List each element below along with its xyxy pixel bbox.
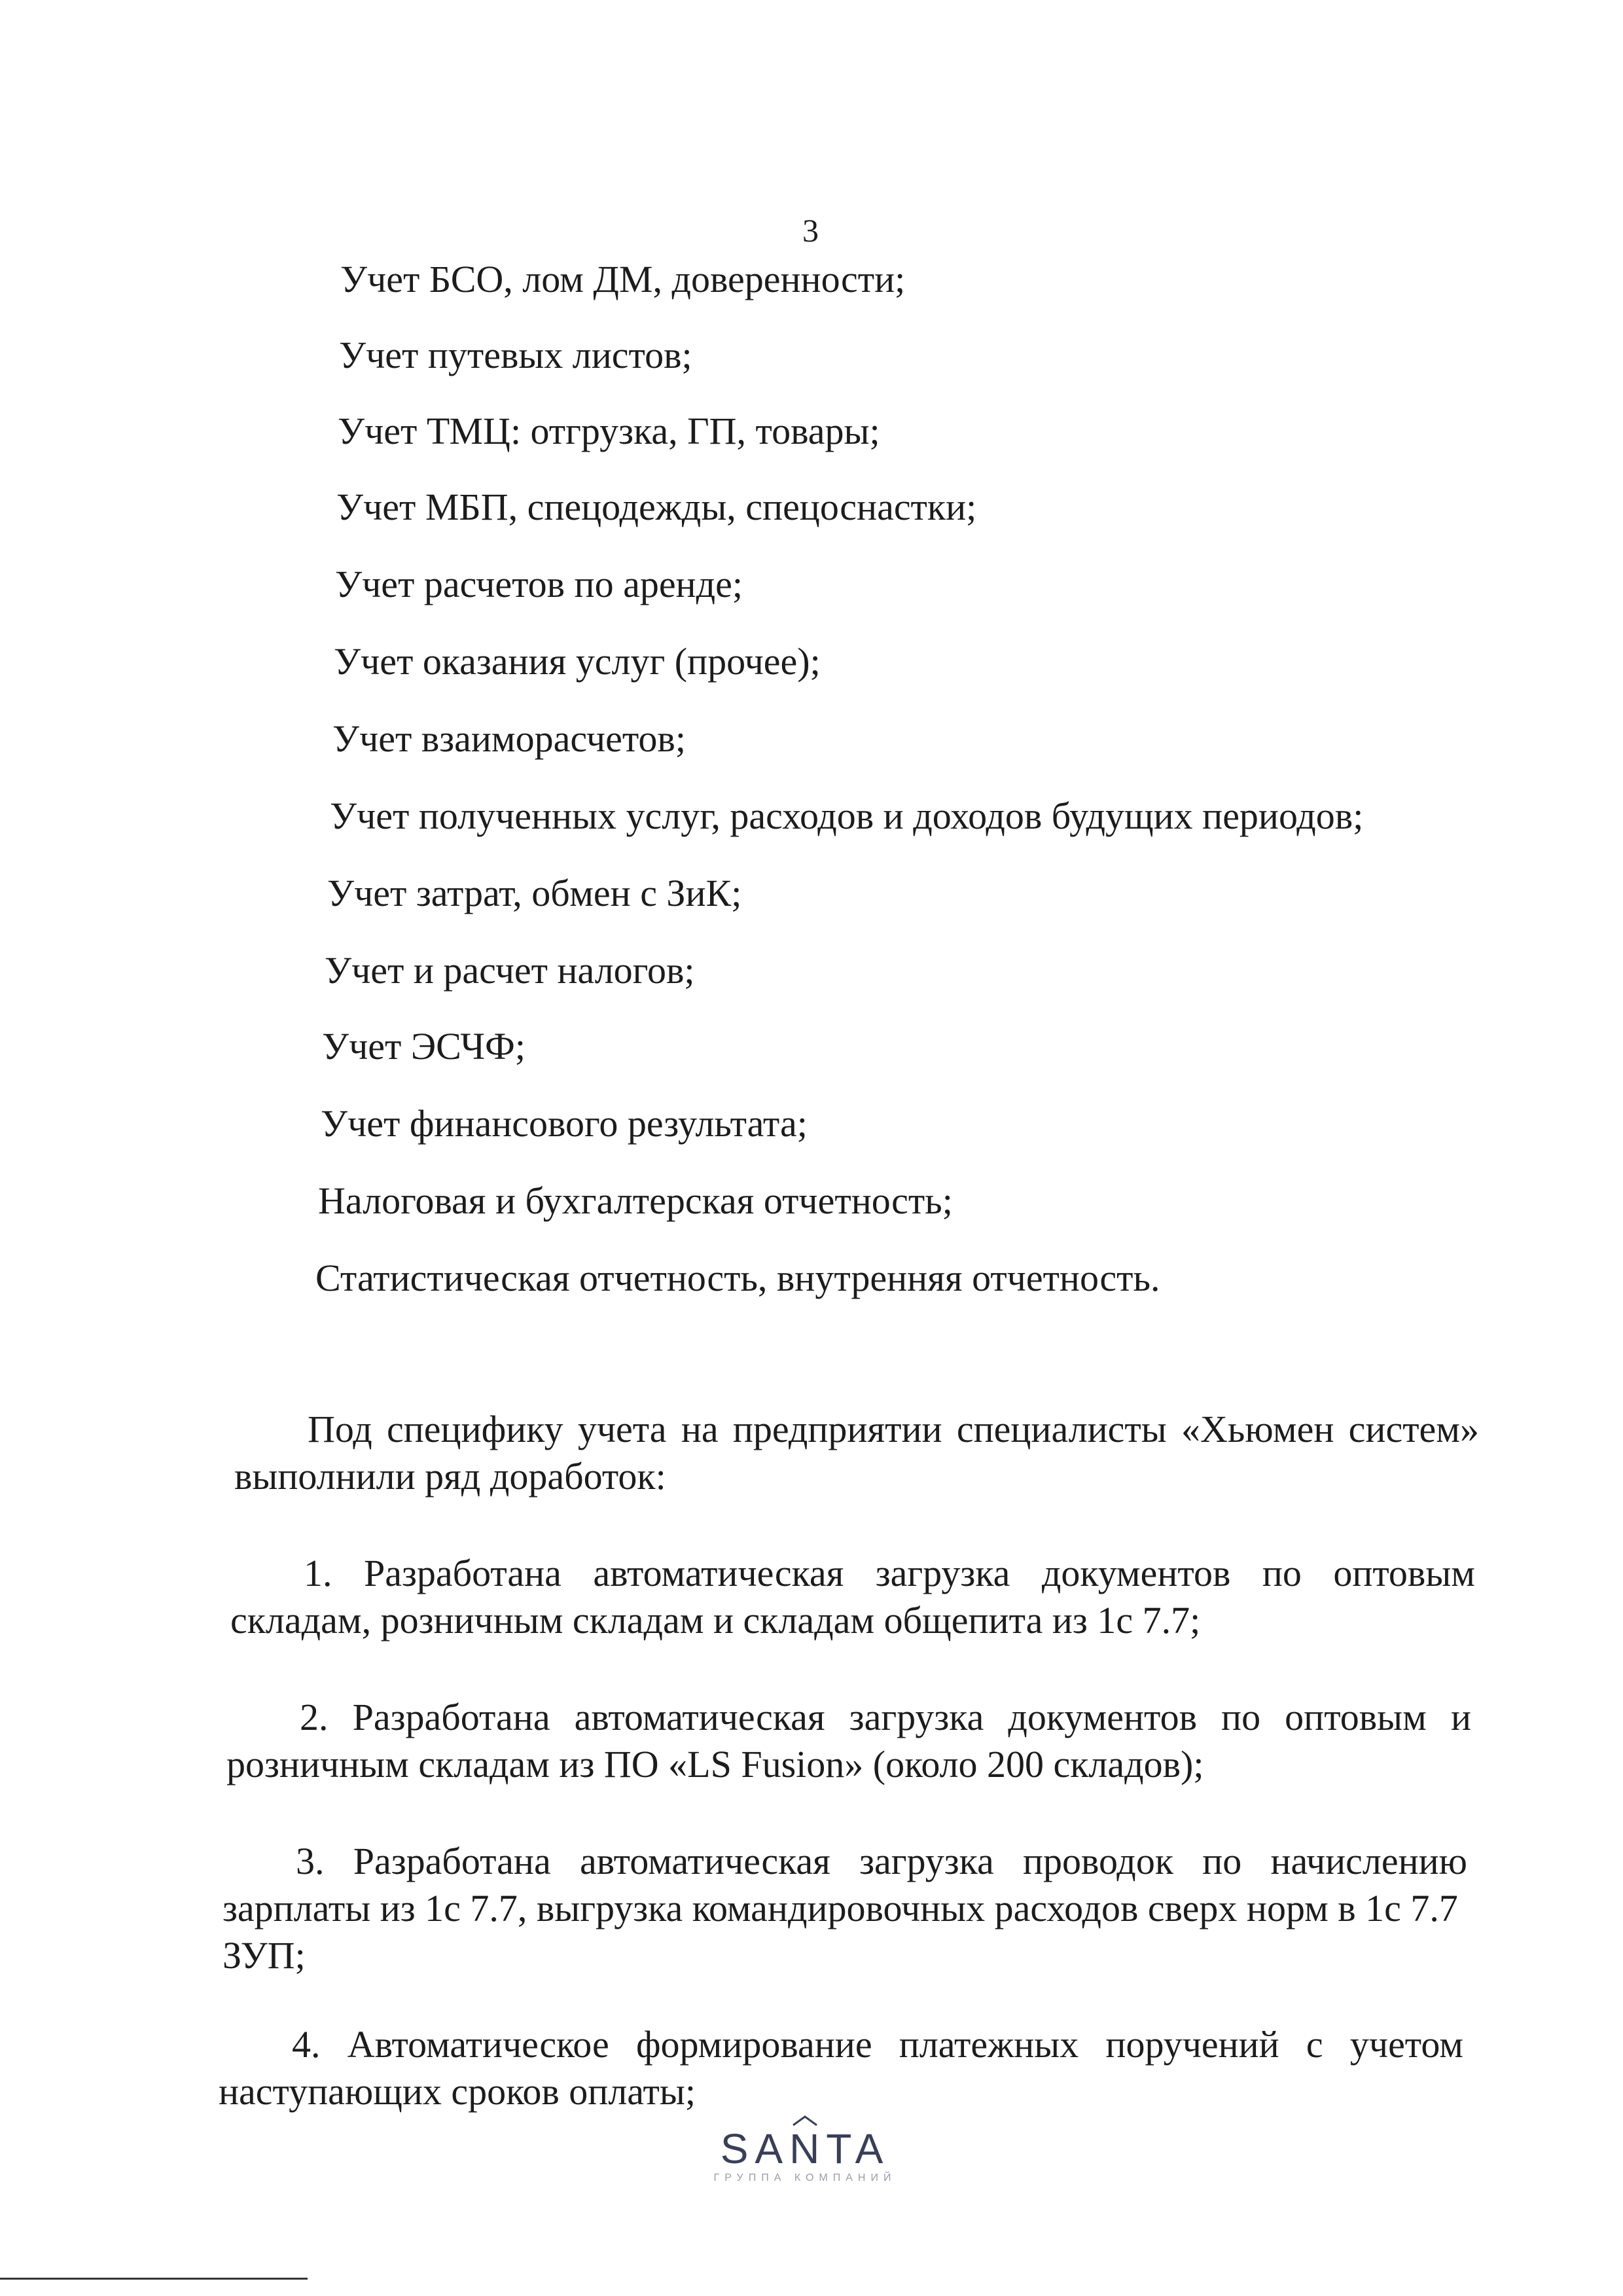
improvement-rest: зарплаты из 1с 7.7, выгрузка командировочных расходов сверх норм в 1с 7.7 ЗУП; (223, 1887, 1458, 1977)
list-item: Учет финансового результата; (321, 1102, 808, 1145)
list-item: Налоговая и бухгалтерская отчетность; (318, 1179, 953, 1222)
page-number: 3 (802, 212, 819, 249)
list-item: Учет МБП, спецодежды, спецоснастки; (336, 486, 977, 528)
improvement-item (230, 1550, 1475, 1644)
logo-subtitle: ГРУППА КОМПАНИЙ (713, 2172, 897, 2183)
list-item: Статистическая отчетность, внутренняя отчетность. (315, 1257, 1160, 1299)
improvement-item (226, 1694, 1471, 1788)
list-item: Учет оказания услуг (прочее); (334, 640, 821, 683)
list-item: Учет ТМЦ: отгрузка, ГП, товары; (338, 410, 880, 452)
improvement-item (219, 2021, 1463, 2115)
list-item: Учет ЭСЧФ; (322, 1025, 526, 1067)
company-logo (694, 2114, 916, 2185)
logo-wordmark: SANTA (720, 2125, 890, 2172)
footer-divider (0, 2278, 308, 2280)
improvement-first-line: 4. Автоматическое формирование платежных поручений с учетом (292, 2023, 1463, 2066)
list-item: Учет путевых листов; (339, 334, 692, 376)
improvement-rest: наступающих сроков оплаты; (219, 2070, 696, 2113)
list-item: Учет взаиморасчетов; (332, 717, 686, 760)
list-item: Учет расчетов по аренде; (335, 563, 743, 605)
improvement-first-line: 1. Разработана автоматическая загрузка документов по оптовым (304, 1552, 1475, 1594)
intro-line-1: Под специфику учета на предприятии специалисты «Хьюмен систем» (308, 1408, 1479, 1450)
improvement-rest: розничным складам из ПО «LS Fusion» (около 200 складов); (226, 1743, 1204, 1785)
improvement-first-line: 2. Разработана автоматическая загрузка документов по оптовым и (300, 1696, 1471, 1738)
list-item: Учет полученных услуг, расходов и доходов будущих периодов; (330, 795, 1364, 837)
list-item: Учет и расчет налогов; (325, 949, 695, 992)
improvement-first-line: 3. Разработана автоматическая загрузка проводок по начислению (296, 1840, 1467, 1882)
intro-line-2: выполнили ряд доработок: (234, 1455, 666, 1498)
improvement-item (223, 1838, 1467, 1979)
list-item: Учет БСО, лом ДМ, доверенности; (340, 258, 906, 300)
improvement-rest: складам, розничным складам и складам общепита из 1с 7.7; (230, 1599, 1201, 1641)
list-item: Учет затрат, обмен с ЗиК; (327, 872, 742, 914)
intro-paragraph (234, 1406, 1479, 1500)
